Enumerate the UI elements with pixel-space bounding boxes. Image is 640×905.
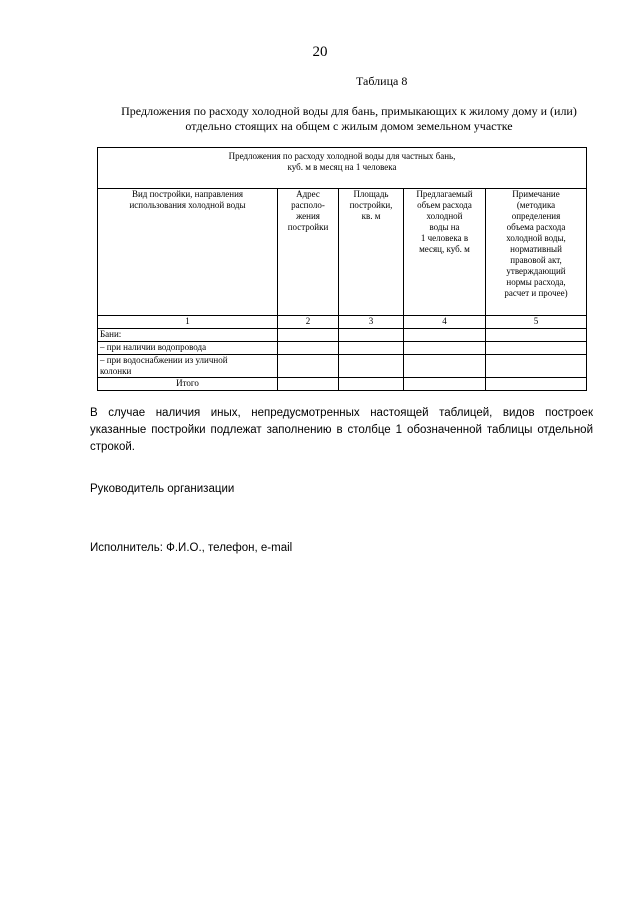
header-line: нормативный xyxy=(510,244,562,254)
row-label: – при наличии водопровода xyxy=(98,342,278,355)
table-cell xyxy=(278,378,339,391)
header-title-line: Предложения по расходу холодной воды для частных бань, xyxy=(228,151,456,161)
row-label xyxy=(98,355,278,378)
column-number: 4 xyxy=(404,316,486,329)
table-row xyxy=(98,355,587,378)
table-cell xyxy=(486,342,587,355)
column-number: 3 xyxy=(339,316,404,329)
table-cell xyxy=(486,355,587,378)
column-number-row xyxy=(98,316,587,329)
header-line: правовой акт, xyxy=(510,255,562,265)
table-cell xyxy=(404,342,486,355)
table-cell xyxy=(486,329,587,342)
header-line: холодной xyxy=(426,211,463,221)
header-line: Площадь xyxy=(353,189,389,199)
row-label: Бани: xyxy=(98,329,278,342)
header-line: расчет и прочее) xyxy=(504,288,568,298)
header-line: 1 человека в xyxy=(420,233,469,243)
note-paragraph: В случае наличия иных, непредусмотренных настоящей таблицей, видов построек указанные постройки подлежат заполнению в столбце 1 обозначенной таблицы отдельной строкой. xyxy=(90,407,593,453)
header-line: постройки, xyxy=(349,200,393,210)
table-row xyxy=(98,342,587,355)
header-line: использования холодной воды xyxy=(129,200,246,210)
header-line: утверждающий xyxy=(506,266,566,276)
table-header-title xyxy=(98,148,587,189)
header-line: воды на xyxy=(429,222,460,232)
header-line: Примечание xyxy=(512,189,560,199)
table-caption: Таблица 8 xyxy=(356,74,408,88)
table-cell xyxy=(486,378,587,391)
heading-line: Предложения по расходу холодной воды для бань, примыкающих к жилому дому и (или) xyxy=(121,104,577,118)
table-cell xyxy=(339,355,404,378)
header-line: определения xyxy=(511,211,561,221)
header-line: (методика xyxy=(516,200,556,210)
table-cell xyxy=(278,329,339,342)
header-line: располо- xyxy=(291,200,325,210)
row-label-line: колонки xyxy=(100,366,132,376)
header-line: Вид постройки, направления xyxy=(131,189,244,199)
header-line: нормы расхода, xyxy=(506,277,566,287)
signature-head: Руководитель организации xyxy=(90,483,235,495)
table-cell xyxy=(339,329,404,342)
header-line: жения xyxy=(296,211,320,221)
header-line: холодной воды, xyxy=(506,233,566,243)
column-header-area xyxy=(339,189,404,316)
total-label: Итого xyxy=(98,378,278,391)
header-line: месяц, куб. м xyxy=(419,244,470,254)
column-header-type xyxy=(98,189,278,316)
header-line: Предлагаемый xyxy=(416,189,473,199)
header-line: постройки xyxy=(287,222,329,232)
column-header-address xyxy=(278,189,339,316)
table-cell xyxy=(278,355,339,378)
header-line: объем расхода xyxy=(417,200,472,210)
column-header-volume xyxy=(404,189,486,316)
header-line: объема расхода xyxy=(506,222,566,232)
table-cell xyxy=(404,329,486,342)
signature-executor: Исполнитель: Ф.И.О., телефон, e-mail xyxy=(90,542,293,554)
header-line: Адрес xyxy=(296,189,320,199)
column-number: 2 xyxy=(278,316,339,329)
water-consumption-table xyxy=(97,147,587,391)
table-cell xyxy=(404,378,486,391)
page-number: 20 xyxy=(312,44,328,60)
column-number: 1 xyxy=(98,316,278,329)
table-cell xyxy=(339,342,404,355)
table-row xyxy=(98,329,587,342)
table-heading xyxy=(90,104,608,134)
row-label-line: – при водоснабжении из уличной xyxy=(100,355,228,365)
table-cell xyxy=(278,342,339,355)
column-header-note xyxy=(486,189,587,316)
header-title-line: куб. м в месяц на 1 человека xyxy=(287,162,397,172)
table-cell xyxy=(404,355,486,378)
total-row xyxy=(98,378,587,391)
column-number: 5 xyxy=(486,316,587,329)
table-cell xyxy=(339,378,404,391)
heading-line: отдельно стоящих на общем с жилым домом земельном участке xyxy=(185,119,513,133)
header-line: кв. м xyxy=(361,211,381,221)
